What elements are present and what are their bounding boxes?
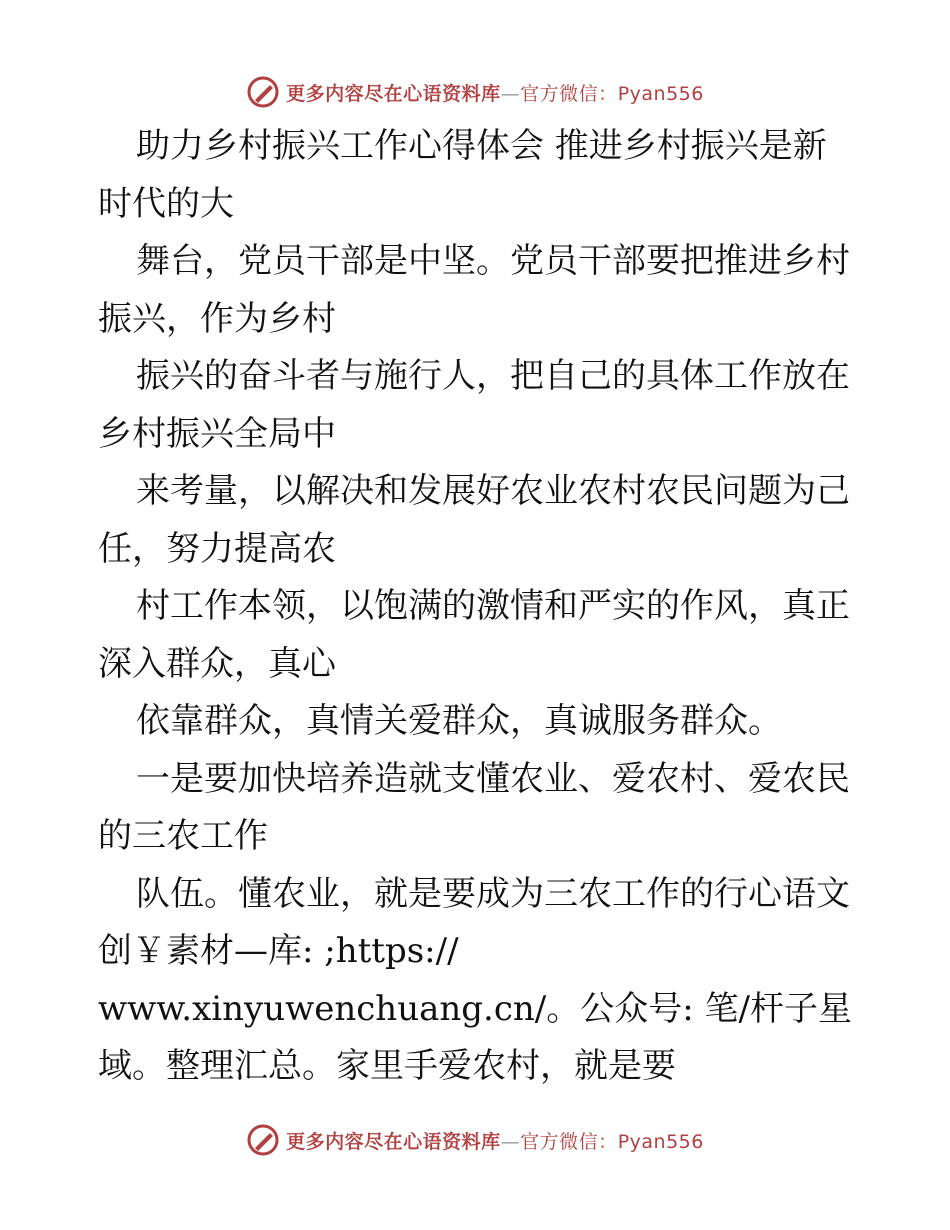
text-line: www.xinyuwenchuang.cn/。公众号: 笔/杆子星 (98, 988, 852, 1029)
text-line: 任，努力提高农 (98, 528, 336, 569)
text-line: 时代的大 (98, 183, 234, 224)
text-line: 助力乡村振兴工作心得体会 推进乡村振兴是新 (136, 126, 827, 166)
text-line: 乡村振兴全局中 (98, 413, 336, 454)
text-line: 域。整理汇总。家里手爱农村，就是要 (98, 1046, 676, 1086)
watermark-brand: 更多内容尽在心语资料库 (286, 82, 501, 105)
watermark-official: 官方微信： (520, 1130, 618, 1153)
header-watermark (0, 72, 950, 112)
watermark-text (286, 1127, 704, 1154)
pen-logo-icon (246, 75, 280, 109)
watermark-separator: — (500, 82, 521, 105)
text-line: 振兴的奋斗者与施行人，把自己的具体工作放在 (136, 356, 850, 396)
text-line: 振兴，作为乡村 (98, 298, 336, 339)
watermark-id: Pyan556 (617, 82, 704, 105)
text-line: 创￥素材—库: ;https:// (98, 931, 459, 971)
text-line: 依靠群众，真情关爱群众，真诚服务群众。 (136, 701, 782, 741)
text-line: 一是要加快培养造就支懂农业、爱农村、爱农民 (136, 758, 850, 799)
watermark-id: Pyan556 (617, 1130, 704, 1153)
text-line: 的三农工作 (98, 816, 268, 856)
text-line: 村工作本领，以饱满的激情和严实的作风，真正 (136, 586, 850, 626)
watermark-brand: 更多内容尽在心语资料库 (286, 1130, 501, 1153)
text-line: 舞台，党员干部是中坚。党员干部要把推进乡村 (136, 241, 850, 281)
document-body (98, 118, 858, 1096)
text-line: 深入群众，真心 (98, 643, 336, 684)
text-line: 队伍。懂农业，就是要成为三农工作的行心语文 (136, 873, 850, 914)
watermark-text (286, 79, 704, 106)
footer-watermark (0, 1120, 950, 1160)
pen-logo-icon (246, 1123, 280, 1157)
watermark-separator: — (500, 1130, 521, 1153)
watermark-official: 官方微信： (520, 82, 618, 105)
text-line: 来考量，以解决和发展好农业农村农民问题为己 (136, 471, 850, 511)
